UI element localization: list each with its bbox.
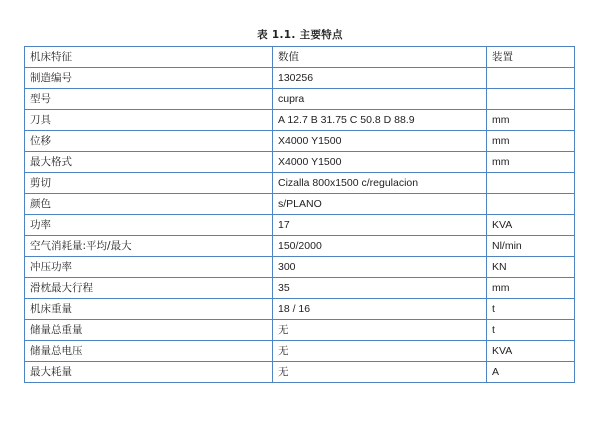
- table-row: [25, 236, 575, 257]
- unit-cell: [487, 89, 575, 110]
- feature-cell: 颜色: [25, 194, 273, 215]
- unit-cell: KVA: [487, 215, 575, 236]
- feature-cell: 滑枕最大行程: [25, 278, 273, 299]
- unit-cell: KN: [487, 257, 575, 278]
- value-cell: cupra: [273, 89, 487, 110]
- value-cell: 35: [273, 278, 487, 299]
- header-cell-value: 数值: [273, 47, 487, 68]
- unit-cell: [487, 173, 575, 194]
- value-cell: 18 / 16: [273, 299, 487, 320]
- unit-cell: mm: [487, 278, 575, 299]
- table-row: [25, 152, 575, 173]
- value-cell: 150/2000: [273, 236, 487, 257]
- unit-cell: [487, 68, 575, 89]
- header-cell-feature: 机床特征: [25, 47, 273, 68]
- header-cell-unit: 装置: [487, 47, 575, 68]
- unit-cell: mm: [487, 110, 575, 131]
- spec-table-body: [25, 47, 575, 383]
- feature-cell: 最大格式: [25, 152, 273, 173]
- feature-cell: 储量总重量: [25, 320, 273, 341]
- feature-cell: 功率: [25, 215, 273, 236]
- feature-cell: 最大耗量: [25, 362, 273, 383]
- table-row: [25, 89, 575, 110]
- value-cell: X4000 Y1500: [273, 152, 487, 173]
- unit-cell: mm: [487, 131, 575, 152]
- table-row: [25, 110, 575, 131]
- table-row: [25, 194, 575, 215]
- table-row: [25, 278, 575, 299]
- value-cell: 无: [273, 320, 487, 341]
- table-row: [25, 257, 575, 278]
- value-cell: 17: [273, 215, 487, 236]
- feature-cell: 型号: [25, 89, 273, 110]
- feature-cell: 制造编号: [25, 68, 273, 89]
- table-row: [25, 341, 575, 362]
- feature-cell: 空气消耗量:平均/最大: [25, 236, 273, 257]
- feature-cell: 机床重量: [25, 299, 273, 320]
- table-row: [25, 68, 575, 89]
- unit-cell: mm: [487, 152, 575, 173]
- value-cell: 无: [273, 341, 487, 362]
- value-cell: Cizalla 800x1500 c/regulacion: [273, 173, 487, 194]
- table-row: [25, 173, 575, 194]
- value-cell: s/PLANO: [273, 194, 487, 215]
- table-row: [25, 215, 575, 236]
- unit-cell: t: [487, 320, 575, 341]
- value-cell: 130256: [273, 68, 487, 89]
- table-caption: 表 1.1. 主要特点: [257, 29, 343, 41]
- unit-cell: Nl/min: [487, 236, 575, 257]
- unit-cell: [487, 194, 575, 215]
- spec-table: [24, 46, 575, 383]
- value-cell: 无: [273, 362, 487, 383]
- value-cell: 300: [273, 257, 487, 278]
- table-header-row: [25, 47, 575, 68]
- value-cell: X4000 Y1500: [273, 131, 487, 152]
- value-cell: A 12.7 B 31.75 C 50.8 D 88.9: [273, 110, 487, 131]
- table-row: [25, 131, 575, 152]
- table-row: [25, 299, 575, 320]
- feature-cell: 刀具: [25, 110, 273, 131]
- feature-cell: 冲压功率: [25, 257, 273, 278]
- feature-cell: 剪切: [25, 173, 273, 194]
- table-row: [25, 362, 575, 383]
- unit-cell: t: [487, 299, 575, 320]
- unit-cell: KVA: [487, 341, 575, 362]
- table-row: [25, 320, 575, 341]
- unit-cell: A: [487, 362, 575, 383]
- feature-cell: 位移: [25, 131, 273, 152]
- feature-cell: 储量总电压: [25, 341, 273, 362]
